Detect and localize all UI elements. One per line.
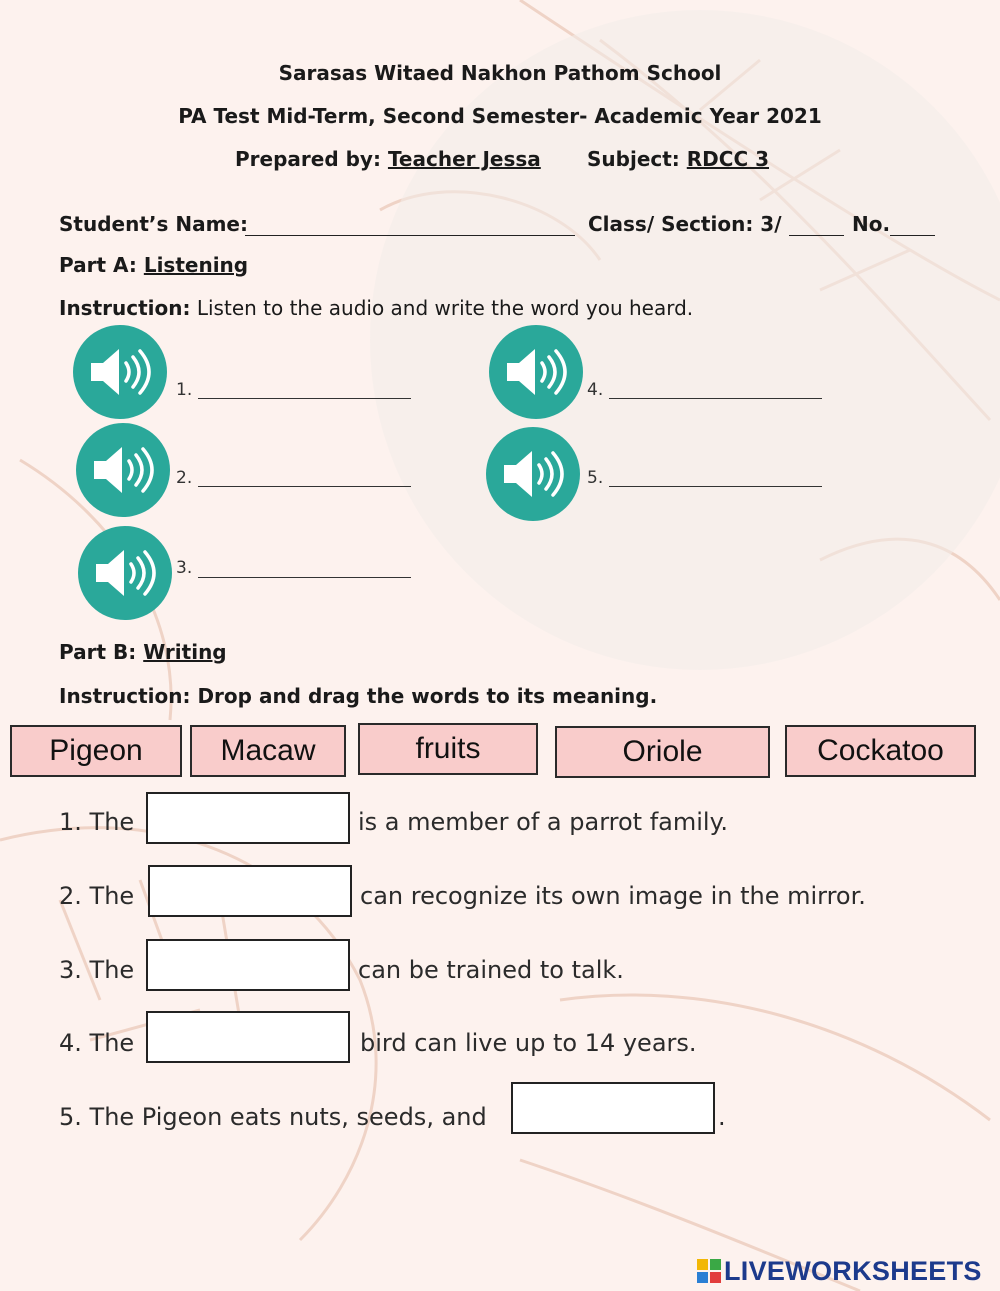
word-tile-cockatoo[interactable]: Cockatoo bbox=[785, 725, 976, 777]
listening-number-4: 4. bbox=[587, 380, 604, 400]
word-tile-pigeon[interactable]: Pigeon bbox=[10, 725, 182, 777]
class-section-blank bbox=[789, 235, 844, 236]
part-a-label: Part A: bbox=[59, 253, 137, 277]
school-name: Sarasas Witaed Nakhon Pathom School bbox=[278, 61, 722, 85]
part-b-instruction: Instruction: Drop and drag the words to its meaning. bbox=[59, 684, 658, 708]
audio-button-4[interactable] bbox=[489, 325, 583, 419]
sentence-2-end: can recognize its own image in the mirror. bbox=[360, 882, 866, 910]
student-name-label: Student’s Name: bbox=[59, 212, 248, 236]
speaker-icon bbox=[78, 526, 172, 620]
subject-line bbox=[587, 147, 769, 171]
instruction-label: Instruction: bbox=[59, 296, 191, 320]
sentence-5-end: . bbox=[718, 1103, 726, 1131]
drop-zone-3[interactable] bbox=[146, 939, 350, 991]
student-name-blank bbox=[245, 235, 575, 236]
test-title: PA Test Mid-Term, Second Semester- Academic Year 2021 bbox=[178, 104, 822, 128]
audio-button-2[interactable] bbox=[76, 423, 170, 517]
listening-answer-2[interactable] bbox=[198, 486, 411, 487]
sentence-3-start: 3. The bbox=[59, 956, 135, 984]
teacher-name: Teacher Jessa bbox=[387, 147, 541, 171]
class-section-label: Class/ Section: 3/ bbox=[588, 212, 782, 236]
listening-number-5: 5. bbox=[587, 468, 604, 488]
part-a-heading bbox=[59, 253, 248, 277]
audio-button-1[interactable] bbox=[73, 325, 167, 419]
sentence-1-end: is a member of a parrot family. bbox=[358, 808, 728, 836]
listening-answer-5[interactable] bbox=[609, 486, 822, 487]
liveworksheets-logo-icon bbox=[697, 1259, 721, 1283]
listening-number-2: 2. bbox=[176, 468, 193, 488]
number-label: No. bbox=[852, 212, 891, 236]
audio-button-3[interactable] bbox=[78, 526, 172, 620]
drop-zone-1[interactable] bbox=[146, 792, 350, 844]
drop-zone-5[interactable] bbox=[511, 1082, 715, 1134]
part-b-heading bbox=[59, 640, 227, 664]
part-a-instruction bbox=[59, 296, 693, 320]
number-blank bbox=[890, 235, 935, 236]
listening-answer-3[interactable] bbox=[198, 577, 411, 578]
speaker-icon bbox=[486, 427, 580, 521]
liveworksheets-logo: LIVEWORKSHEETS bbox=[724, 1256, 982, 1286]
speaker-icon bbox=[73, 325, 167, 419]
listening-answer-4[interactable] bbox=[609, 398, 822, 399]
sentence-4-start: 4. The bbox=[59, 1029, 135, 1057]
listening-number-3: 3. bbox=[176, 558, 193, 578]
word-tile-macaw[interactable]: Macaw bbox=[190, 725, 346, 777]
speaker-icon bbox=[76, 423, 170, 517]
drop-zone-4[interactable] bbox=[146, 1011, 350, 1063]
drop-zone-2[interactable] bbox=[148, 865, 352, 917]
sentence-1-start: 1. The bbox=[59, 808, 135, 836]
prepared-by-line bbox=[235, 147, 541, 171]
prepared-label: Prepared by: bbox=[235, 147, 381, 171]
listening-answer-1[interactable] bbox=[198, 398, 411, 399]
part-b-title: Writing bbox=[143, 640, 227, 664]
sentence-2-start: 2. The bbox=[59, 882, 135, 910]
subject-value: RDCC 3 bbox=[686, 147, 770, 171]
audio-button-5[interactable] bbox=[486, 427, 580, 521]
sentence-4-end: bird can live up to 14 years. bbox=[360, 1029, 697, 1057]
part-b-label: Part B: bbox=[59, 640, 137, 664]
subject-label: Subject: bbox=[587, 147, 680, 171]
word-tile-fruits[interactable]: fruits bbox=[358, 723, 538, 775]
speaker-icon bbox=[489, 325, 583, 419]
sentence-3-end: can be trained to talk. bbox=[358, 956, 624, 984]
sentence-5-start: 5. The Pigeon eats nuts, seeds, and bbox=[59, 1103, 487, 1131]
word-tile-oriole[interactable]: Oriole bbox=[555, 726, 770, 778]
instruction-text: Listen to the audio and write the word you heard. bbox=[190, 296, 694, 320]
listening-number-1: 1. bbox=[176, 380, 193, 400]
part-a-title: Listening bbox=[143, 253, 249, 277]
